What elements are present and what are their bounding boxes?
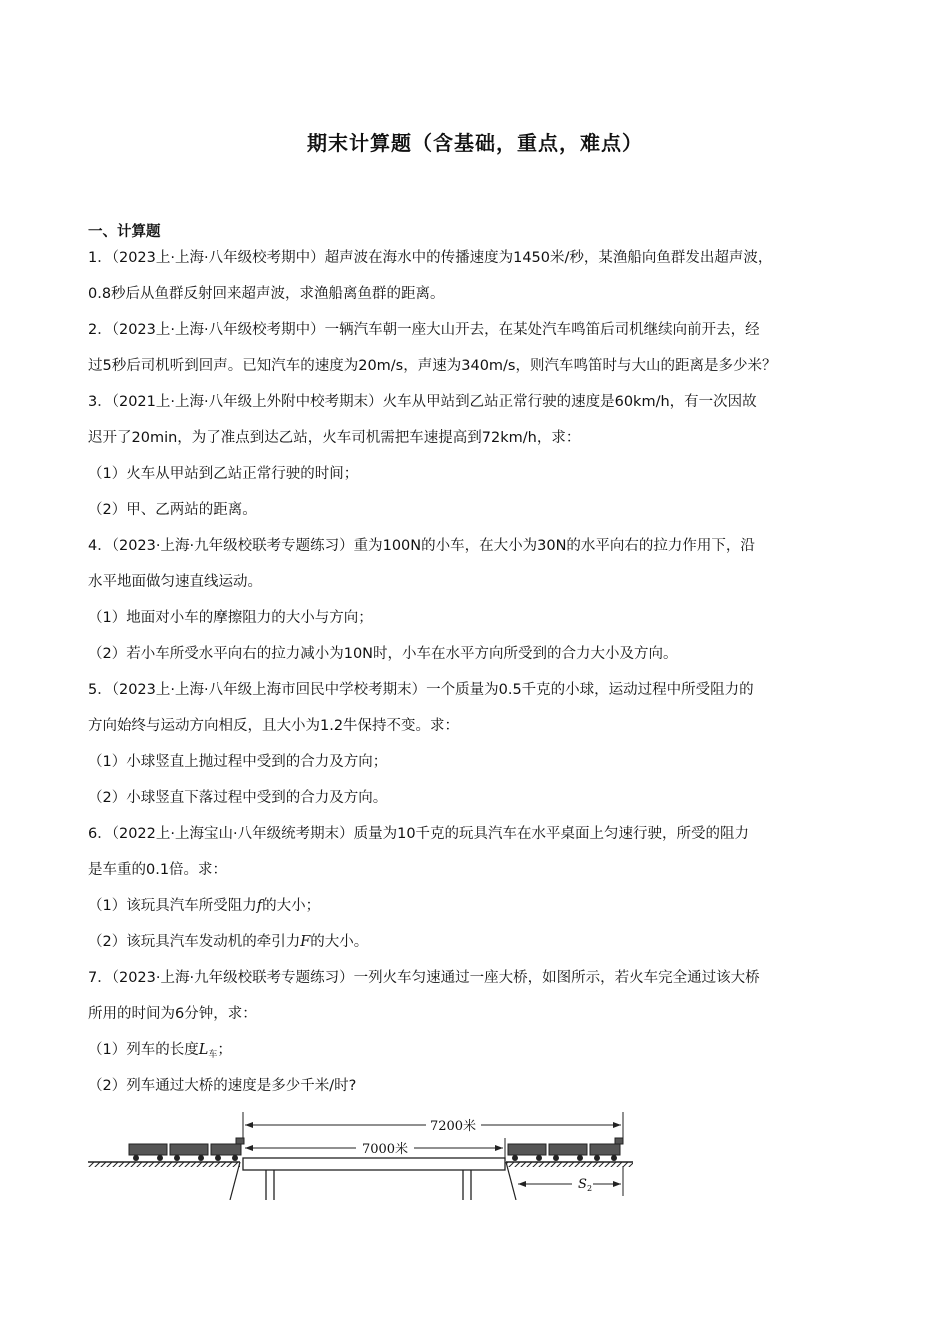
question-text: 过5秒后司机听到回声。已知汽车的速度为20m/s，声速为340m/s，则汽车鸣笛时与大山的距离是多少米？: [88, 358, 777, 374]
question-7: [88, 960, 872, 1104]
train-right: [508, 1138, 623, 1161]
sub-question: [88, 888, 872, 924]
question-text: 方向始终与运动方向相反，且大小为1.2牛保持不变。求：: [88, 718, 460, 734]
question-text: 迟开了20min，为了准点到达乙站，火车司机需把车速提高到72km/h，求：: [88, 430, 581, 446]
train-bridge-figure: [88, 1108, 633, 1200]
sub-question-text: 的大小。: [310, 934, 369, 950]
question-5-line-1: [88, 672, 872, 708]
question-text: 质量为10千克的玩具汽车在水平桌面上匀速行驶，所受的阻力: [353, 826, 750, 842]
question-text: 一列火车匀速通过一座大桥，如图所示，若火车完全通过该大桥: [353, 970, 760, 986]
question-text: 是车重的0.1倍。求：: [88, 862, 228, 878]
total-length-label: 7200米: [429, 1119, 477, 1134]
question-2-line-1: [88, 312, 872, 348]
question-source: （2023上·上海·八年级校考期中）: [111, 322, 325, 338]
sub-question: （1）地面对小车的摩擦阻力的大小与方向；: [88, 610, 373, 626]
question-1-line-1: [88, 240, 872, 276]
symbol-f: f: [256, 898, 263, 914]
sub-question: （2）小球竖直下落过程中受到的合力及方向。: [88, 790, 388, 806]
question-number: 6．: [88, 826, 112, 842]
s2-subscript: 2: [587, 1184, 593, 1193]
sub-question: [88, 1032, 872, 1068]
sub-question: （1）火车从甲站到乙站正常行驶的时间；: [88, 466, 359, 482]
question-text: 火车从甲站到乙站正常行驶的速度是60km/h，有一次因故: [382, 394, 757, 410]
sub-question: （2）甲、乙两站的距离。: [88, 502, 257, 518]
question-number: 5．: [88, 682, 112, 698]
question-1: [88, 240, 872, 312]
ground-right: [506, 1162, 633, 1200]
question-source: （2023上·上海·八年级上海市回民中学校考期末）: [111, 682, 427, 698]
question-source: （2023·上海·九年级校联考专题练习）: [111, 970, 354, 986]
question-text: 水平地面做匀速直线运动。: [88, 574, 262, 590]
bridge-length-label: 7000米: [361, 1142, 409, 1157]
question-source: （2023上·上海·八年级校考期中）: [111, 250, 325, 266]
sub-question-text: （1）列车的长度: [88, 1042, 199, 1058]
question-number: 7．: [88, 970, 112, 986]
question-6-line-1: [88, 816, 872, 852]
question-text: 重为100N的小车，在大小为30N的水平向右的拉力作用下，沿: [353, 538, 755, 554]
ground-left: [88, 1162, 240, 1200]
question-text: 一个质量为0.5千克的小球，运动过程中所受阻力的: [426, 682, 754, 698]
question-4-line-1: [88, 528, 872, 564]
question-6: [88, 816, 872, 960]
question-number: 1．: [88, 250, 112, 266]
symbol-subscript: 车: [208, 1050, 218, 1060]
section-heading: 一、计算题: [88, 224, 161, 240]
question-text: 一辆汽车朝一座大山开去，在某处汽车鸣笛后司机继续向前开去，经: [324, 322, 760, 338]
bridge: [243, 1158, 505, 1200]
train-left: [129, 1138, 244, 1161]
sub-question-text: ；: [217, 1042, 232, 1058]
question-2: [88, 312, 872, 384]
question-number: 3．: [88, 394, 112, 410]
sub-question: （2）若小车所受水平向右的拉力减小为10N时，小车在水平方向所受到的合力大小及方向。: [88, 646, 678, 662]
question-text: 超声波在海水中的传播速度为1450米/秒，某渔船向鱼群发出超声波，: [324, 250, 773, 266]
question-7-line-1: [88, 960, 872, 996]
sub-question: [88, 924, 872, 960]
question-text: 所用的时间为6分钟，求：: [88, 1006, 257, 1022]
symbol-L: L: [198, 1042, 209, 1058]
question-4: [88, 528, 872, 672]
dimension-bridge: [245, 1138, 505, 1158]
question-number: 4．: [88, 538, 112, 554]
question-list: [88, 240, 872, 1104]
s2-label: S: [578, 1177, 587, 1192]
question-5: [88, 672, 872, 816]
question-3-line-1: [88, 384, 872, 420]
question-source: （2023·上海·九年级校联考专题练习）: [111, 538, 354, 554]
dimension-total: [243, 1112, 623, 1138]
question-number: 2．: [88, 322, 112, 338]
page-title: 期末计算题（含基础，重点，难点）: [307, 131, 643, 155]
question-source: （2021上·上海·八年级上外附中校考期末）: [111, 394, 383, 410]
sub-question-text: 的大小；: [262, 898, 321, 914]
sub-question: （2）列车通过大桥的速度是多少千米/时?: [88, 1078, 357, 1094]
question-source: （2022上·上海宝山·八年级统考期末）: [111, 826, 354, 842]
symbol-F: F: [300, 934, 311, 950]
question-text: 0.8秒后从鱼群反射回来超声波，求渔船离鱼群的距离。: [88, 286, 445, 302]
sub-question-text: （2）该玩具汽车发动机的牵引力: [88, 934, 301, 950]
question-3: [88, 384, 872, 528]
sub-question-text: （1）该玩具汽车所受阻力: [88, 898, 257, 914]
dimension-s2: [518, 1166, 623, 1196]
sub-question: （1）小球竖直上抛过程中受到的合力及方向；: [88, 754, 388, 770]
